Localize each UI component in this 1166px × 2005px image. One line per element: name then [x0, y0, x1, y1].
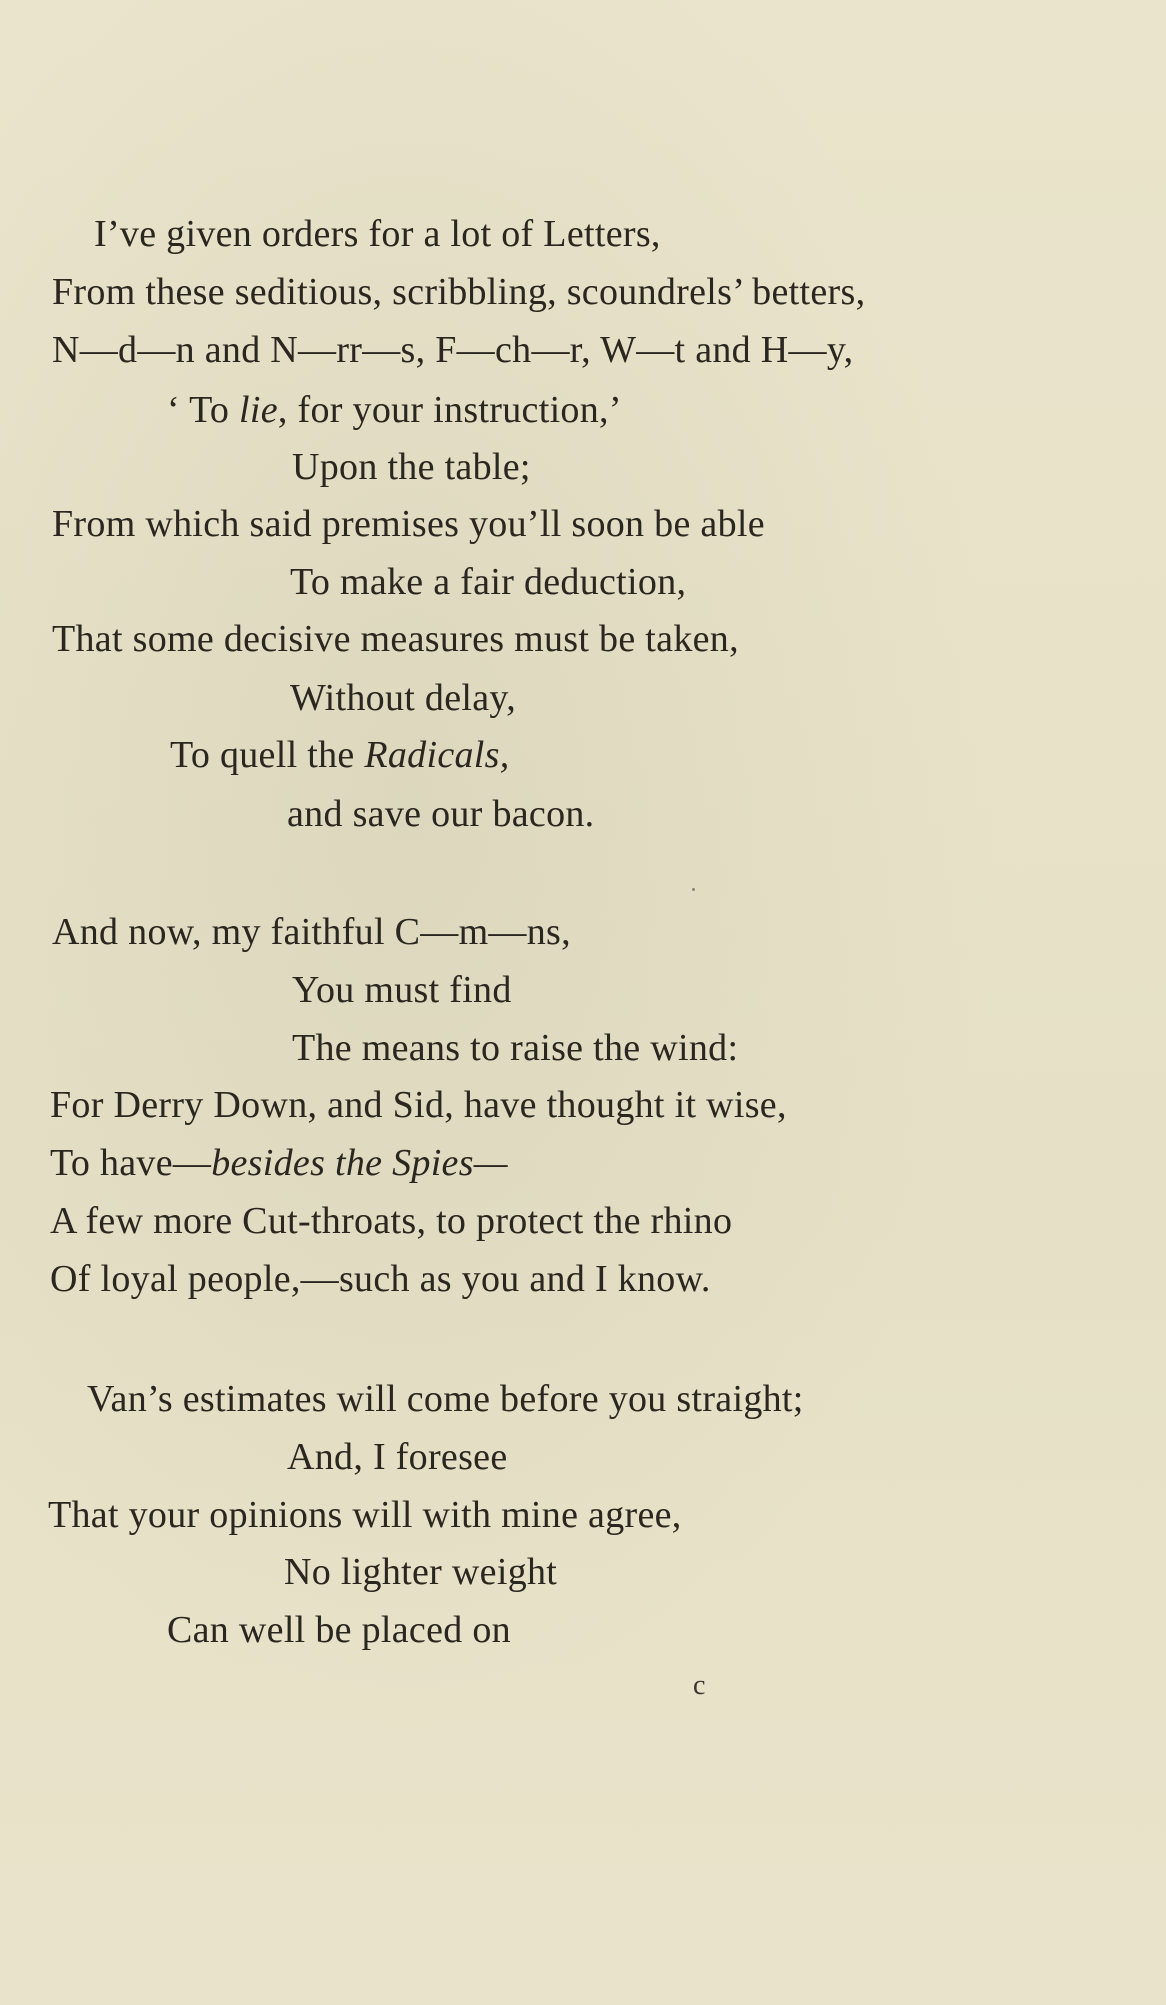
italic-word: lie: [239, 389, 278, 431]
poem-line: A few more Cut-throats, to protect the rhino: [50, 1200, 733, 1242]
poem-line: That your opinions will with mine agree,: [48, 1494, 682, 1536]
poem-line-text: ‘ To: [167, 389, 240, 431]
poem-line: You must find: [292, 969, 512, 1011]
italic-word: Radicals,: [364, 734, 510, 776]
poem-line: That some decisive measures must be taken,: [52, 618, 739, 660]
italic-word: besides the Spies—: [211, 1142, 508, 1184]
ink-speck: [692, 888, 695, 891]
poem-line: Can well be placed on: [167, 1609, 511, 1651]
poem-line: [50, 1141, 508, 1185]
poem-line: I’ve given orders for a lot of Letters,: [94, 213, 661, 255]
poem-line: To make a fair deduction,: [290, 561, 687, 603]
poem-line: No lighter weight: [284, 1551, 558, 1593]
poem-line: [170, 733, 510, 777]
poem-line: N—d—n and N—rr—s, F—ch—r, W—t and H—y,: [52, 329, 854, 371]
poem-line: [167, 388, 622, 432]
poem-line: Van’s estimates will come before you straight;: [87, 1378, 804, 1420]
poem-line: From which said premises you’ll soon be able: [52, 503, 765, 545]
poem-line: and save our bacon.: [287, 793, 595, 835]
poem-line: Upon the table;: [292, 446, 531, 488]
poem-line: Of loyal people,—such as you and I know.: [50, 1258, 711, 1300]
poem-line: For Derry Down, and Sid, have thought it wise,: [50, 1084, 787, 1126]
poem-line: And, I foresee: [287, 1436, 508, 1478]
signature-mark: c: [693, 1670, 706, 1701]
poem-line: From these seditious, scribbling, scoundrels’ betters,: [52, 271, 866, 313]
poem-line: And now, my faithful C—m—ns,: [52, 911, 571, 953]
poem-line: Without delay,: [290, 677, 517, 719]
poem-line-text: To have—: [50, 1142, 212, 1184]
poem-line-text: To quell the: [170, 734, 365, 776]
poem-line: The means to raise the wind:: [292, 1027, 739, 1069]
poem-line-text: , for your instruction,’: [277, 389, 622, 431]
